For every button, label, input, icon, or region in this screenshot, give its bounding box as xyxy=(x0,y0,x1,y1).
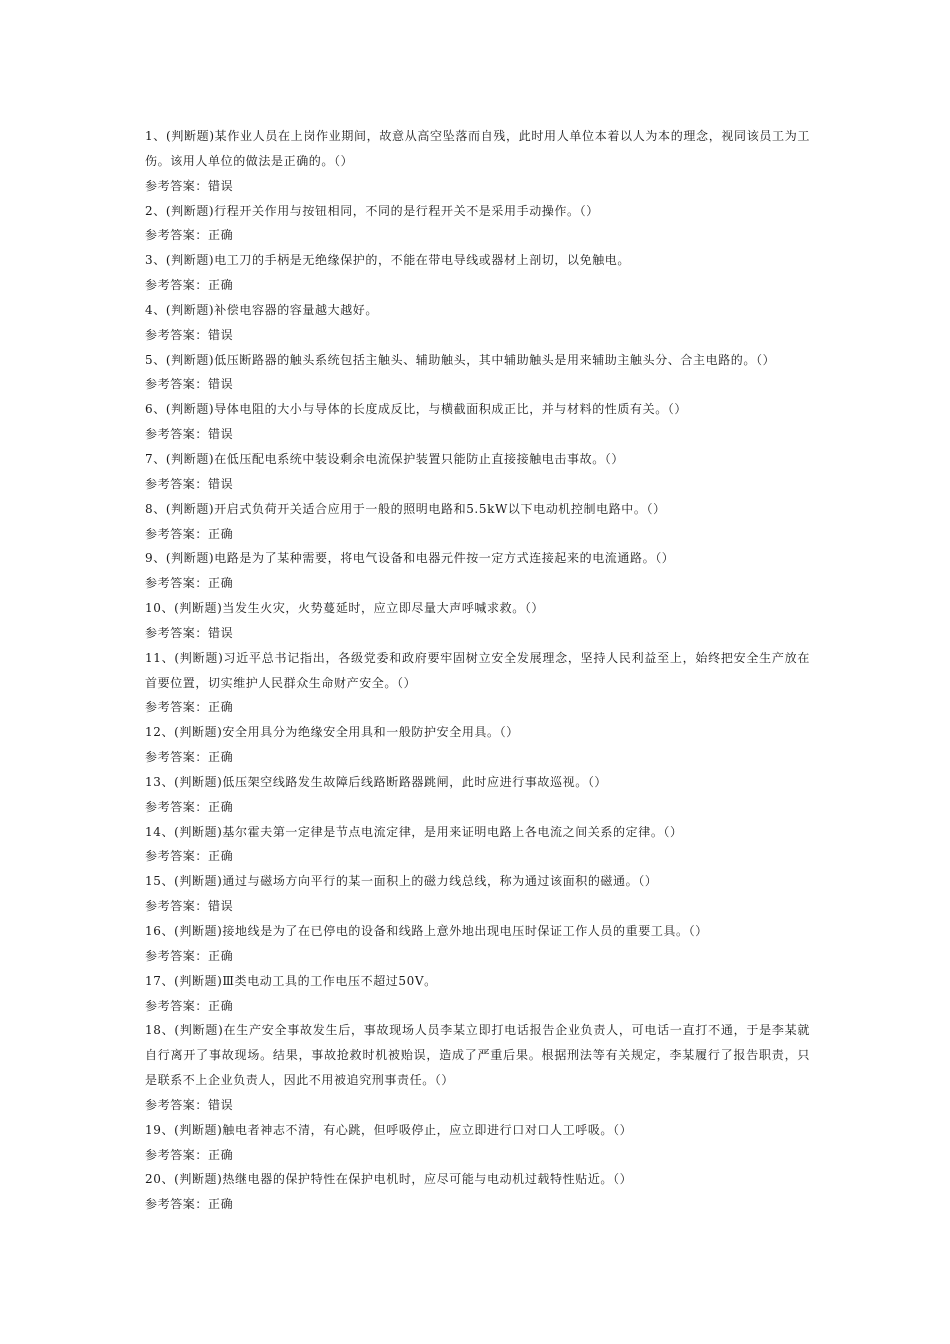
answer-2: 参考答案：正确 xyxy=(145,228,234,243)
answer-19: 参考答案：正确 xyxy=(145,1147,234,1162)
question-20: 20、(判断题)热继电器的保护特性在保护电机时，应尽可能与电动机过载特性贴近。（） xyxy=(145,1172,633,1187)
question-3: 3、(判断题)电工刀的手柄是无绝缘保护的，不能在带电导线或器材上剖切，以免触电。 xyxy=(145,253,631,268)
question-7: 7、(判断题)在低压配电系统中装设剩余电流保护装置只能防止直接接触电击事故。（） xyxy=(145,451,625,466)
question-13: 13、(判断题)低压架空线路发生故障后线路断路器跳闸，此时应进行事故巡视。（） xyxy=(145,774,608,789)
question-5: 5、(判断题)低压断路器的触头系统包括主触头、辅助触头，其中辅助触头是用来辅助主触头分、合主电路的。（） xyxy=(145,352,776,367)
answer-16: 参考答案：正确 xyxy=(145,948,234,963)
answer-1: 参考答案：错误 xyxy=(145,178,234,193)
answer-3: 参考答案：正确 xyxy=(145,278,234,293)
answer-9: 参考答案：正确 xyxy=(145,576,234,591)
answer-7: 参考答案：错误 xyxy=(145,476,234,491)
question-19: 19、(判断题)触电者神志不清，有心跳，但呼吸停止，应立即进行口对口人工呼吸。（） xyxy=(145,1122,633,1137)
answer-10: 参考答案：错误 xyxy=(145,625,234,640)
answer-13: 参考答案：正确 xyxy=(145,799,234,814)
question-11: 11、(判断题)习近平总书记指出，各级党委和政府要牢固树立安全发展理念，坚持人民利益至上，始终把安全生产放在首要位置，切实维护人民群众生命财产安全。（） xyxy=(145,650,810,690)
question-17: 17、(判断题)Ⅲ类电动工具的工作电压不超过50V。 xyxy=(145,973,437,988)
answer-12: 参考答案：正确 xyxy=(145,750,234,765)
question-16: 16、(判断题)接地线是为了在已停电的设备和线路上意外地出现电压时保证工作人员的重要工具。（） xyxy=(145,924,708,938)
answer-8: 参考答案：正确 xyxy=(145,526,234,541)
question-18: 18、(判断题)在生产安全事故发生后，事故现场人员李某立即打电话报告企业负责人，可电话一直打不通，于是李某就自行离开了事故现场。结果，事故抢救时机被贻误，造成了严重后果。根据刑法等有关规定，李某履行了报告职责，只是联系不上企业负责人，因此不用被追究刑事责任。（） xyxy=(145,1023,810,1088)
question-2: 2、(判断题)行程开关作用与按钮相同，不同的是行程开关不是采用手动操作。（） xyxy=(145,203,599,218)
question-1: 1、(判断题)某作业人员在上岗作业期间，故意从高空坠落而自残，此时用人单位本着以人为本的理念，视同该员工为工伤。该用人单位的做法是正确的。（） xyxy=(145,129,810,168)
answer-11: 参考答案：正确 xyxy=(145,700,234,715)
answer-17: 参考答案：正确 xyxy=(145,998,234,1013)
answer-4: 参考答案：错误 xyxy=(145,327,234,342)
question-10: 10、(判断题)当发生火灾，火势蔓延时，应立即尽量大声呼喊求救。（） xyxy=(145,601,545,616)
answer-15: 参考答案：错误 xyxy=(145,899,234,914)
question-12: 12、(判断题)安全用具分为绝缘安全用具和一般防护安全用具。（） xyxy=(145,725,519,740)
answer-6: 参考答案：错误 xyxy=(145,427,234,442)
answer-20: 参考答案：正确 xyxy=(145,1197,234,1212)
question-14: 14、(判断题)基尔霍夫第一定律是节点电流定律，是用来证明电路上各电流之间关系的定律。（） xyxy=(145,824,683,839)
question-9: 9、(判断题)电路是为了某种需要，将电气设备和电器元件按一定方式连接起来的电流通路。（） xyxy=(145,551,675,566)
question-8: 8、(判断题)开启式负荷开关适合应用于一般的照明电路和5.5kW以下电动机控制电路中。（） xyxy=(145,501,666,516)
answer-5: 参考答案：错误 xyxy=(145,377,234,392)
question-4: 4、(判断题)补偿电容器的容量越大越好。 xyxy=(145,302,378,317)
answer-18: 参考答案：错误 xyxy=(145,1097,234,1112)
question-list xyxy=(145,124,810,1217)
question-6: 6、(判断题)导体电阻的大小与导体的长度成反比，与横截面积成正比，并与材料的性质有关。（） xyxy=(145,402,688,417)
answer-14: 参考答案：正确 xyxy=(145,849,234,864)
question-15: 15、(判断题)通过与磁场方向平行的某一面积上的磁力线总线，称为通过该面积的磁通。（） xyxy=(145,874,658,889)
